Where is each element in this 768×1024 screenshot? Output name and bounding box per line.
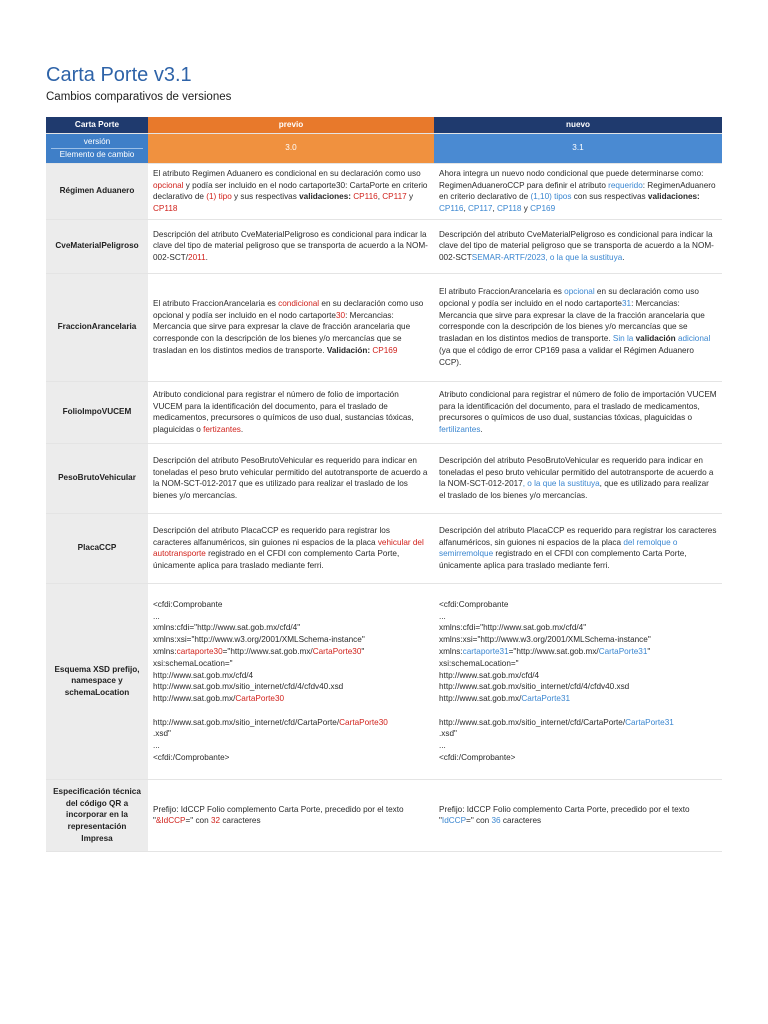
text-segment: , <box>492 204 497 214</box>
text-segment: caracteres <box>220 816 261 826</box>
cell-previo <box>148 513 434 583</box>
text-segment: CartaPorte31 <box>598 646 648 656</box>
code-line <box>153 658 429 670</box>
header-nuevo: nuevo <box>434 117 722 133</box>
cell-previo <box>148 273 434 381</box>
text-segment: =" con <box>466 816 492 826</box>
comparison-table <box>46 117 722 852</box>
text-segment: adicional <box>677 334 711 344</box>
text-segment: fertilizantes <box>439 425 481 435</box>
text-segment: CartaPorte30 <box>235 694 285 704</box>
text-segment: ="http://www.sat.gob.mx/ <box>222 646 313 656</box>
text-segment: =" con <box>185 816 211 826</box>
cell-nuevo <box>434 219 722 273</box>
text-segment: , o la que la sustituya <box>522 479 600 489</box>
row-label: CveMaterialPeligroso <box>46 219 148 273</box>
text-segment: (ya que el código de error CP169 pasa a validar el Régimen Aduanero CCP). <box>439 345 694 367</box>
cell-previo <box>148 443 434 513</box>
text-segment: opcional <box>564 287 595 296</box>
text-segment: y podía ser incluido en el nodo cartaporte30: CartaPorte en criterio declarativo de <box>153 180 428 202</box>
table-row <box>46 381 722 443</box>
text-segment: y sus respectivas <box>231 192 300 202</box>
text-segment: ... <box>439 741 446 751</box>
code-line <box>153 717 429 729</box>
text-segment: Atributo condicional para registrar el número de folio de importación VUCEM para la identificación del documento, para el traslado de medicamentos, precursores o químicos de uso dual, sustancias tóxicas, plaguicidas o <box>153 389 414 435</box>
header-previo: previo <box>148 117 434 133</box>
text-segment: xmlns:cfdi="http://www.sat.gob.mx/cfd/4" <box>439 623 587 633</box>
text-segment: y <box>521 204 531 214</box>
header-carta-porte: Carta Porte <box>46 117 148 133</box>
table-row <box>46 219 722 273</box>
text-segment: ... <box>439 611 446 621</box>
xsd-previo <box>148 583 434 779</box>
text-segment: 36 <box>491 816 501 826</box>
qr-row <box>46 779 722 851</box>
text-segment: Descripción del atributo CveMaterialPeligroso es condicional para indicar la clave del tipo de material peligroso que se transporta de acuerdo a la NOM-002-SCT <box>439 229 714 263</box>
row-label: PesoBrutoVehicular <box>46 443 148 513</box>
text-segment: en su declaración como uso opcional y podía ser incluido en el nodo cartaporte <box>153 298 424 320</box>
text-segment: http://www.sat.gob.mx/sitio_internet/cfd/4/cfdv40.xsd <box>439 682 630 692</box>
text-segment: CP116 <box>353 192 378 202</box>
text-segment: cartaporte30 <box>176 646 223 656</box>
code-line <box>439 752 717 764</box>
qr-previo <box>148 779 434 851</box>
text-segment: . <box>240 425 244 435</box>
text-segment: fertizantes <box>203 425 241 435</box>
text-segment: CP117 <box>468 204 493 214</box>
cell-previo <box>148 381 434 443</box>
code-line <box>439 705 717 717</box>
code-line <box>153 634 429 646</box>
text-segment: , <box>463 204 468 214</box>
page-title: Carta Porte v3.1 <box>46 64 192 86</box>
text-segment: Prefijo: IdCCP Folio complemento Carta Porte, precedido por el texto " <box>153 804 404 826</box>
text-segment: del remolque o semirremolque <box>439 537 678 559</box>
code-line <box>153 622 429 634</box>
code-line <box>439 646 717 658</box>
text-segment: Descripción del atributo PesoBrutoVehicular es requerido para indicar en toneladas el peso bruto vehicular permitido del autotransporte de acuerdo a la NOM-SCT-012-2017 <box>439 455 714 489</box>
text-segment: con sus respectivas <box>571 192 648 202</box>
code-line <box>153 693 429 705</box>
text-segment: vehicular del autotransporte <box>153 537 424 559</box>
text-segment: : RegimenAduanero en criterio declarativo de <box>439 180 716 202</box>
code-line <box>153 728 429 740</box>
row-label: PlacaCCP <box>46 513 148 583</box>
cell-nuevo <box>434 513 722 583</box>
text-segment: CP169 <box>372 345 398 355</box>
text-segment: validaciones: <box>299 192 351 202</box>
text-segment: Descripción del atributo PlacaCCP es requerido para registrar los caracteres alfanuméricos, sin guiones ni espacios de la placa <box>439 525 717 547</box>
text-segment: http://www.sat.gob.mx/cfd/4 <box>153 670 254 680</box>
text-segment: Ahora integra un nuevo nodo condicional que puede determinarse como: RegimenAduaneroCCP para definir el atributo <box>439 168 704 190</box>
page-subtitle: Cambios comparativos de versiones <box>46 91 232 103</box>
version-new: 3.1 <box>434 133 722 163</box>
text-segment: " <box>647 646 651 656</box>
text-segment: xmlns: <box>439 646 463 656</box>
text-segment: IdCCP <box>441 816 467 826</box>
code-line <box>153 740 429 752</box>
text-segment: cartaporte31 <box>462 646 509 656</box>
cell-previo <box>148 163 434 219</box>
code-line <box>439 728 717 740</box>
text-segment: . <box>480 425 483 435</box>
cell-previo <box>148 219 434 273</box>
text-segment: El atributo FraccionArancelaria es <box>153 298 279 308</box>
text-segment: .xsd" <box>153 729 171 739</box>
text-segment: xmlns:xsi="http://www.w3.org/2001/XMLSchema-instance" <box>153 635 365 645</box>
text-segment: ="http://www.sat.gob.mx/ <box>508 646 599 656</box>
text-segment: http://www.sat.gob.mx/sitio_internet/cfd/CartaPorte/ <box>439 717 626 727</box>
table-row <box>46 443 722 513</box>
text-segment: Descripción del atributo CveMaterialPeligroso es condicional para indicar la clave del tipo de material peligroso que se transporta de acuerdo a la NOM-002-SCT/ <box>153 229 428 263</box>
text-segment: CP116 <box>439 204 464 214</box>
text-segment: CartaPorte31 <box>521 694 571 704</box>
text-segment: caracteres <box>500 816 542 826</box>
text-segment: 31 <box>621 298 632 308</box>
text-segment: CP118 <box>153 204 178 214</box>
text-segment: , <box>377 192 383 202</box>
version-label: versión <box>83 136 111 146</box>
text-segment: requerido <box>608 180 643 190</box>
text-segment: (1) tipo <box>206 192 232 202</box>
text-segment: (1,10) tipos <box>530 192 572 202</box>
text-segment: CartaPorte30 <box>339 717 388 727</box>
text-segment: SEMAR-ARTF/2023, o la que la sustituya <box>471 253 623 263</box>
text-segment: y <box>406 192 414 202</box>
text-segment: Descripción del atributo PlacaCCP es requerido para registrar los caracteres alfanuméricos, sin guiones ni espacios de la placa <box>153 525 390 547</box>
text-segment: CP169 <box>530 204 556 214</box>
version-row <box>46 133 722 163</box>
text-segment: http://www.sat.gob.mx/sitio_internet/cfd/CartaPorte/ <box>153 717 340 727</box>
text-segment: http://www.sat.gob.mx/cfd/4 <box>439 670 540 680</box>
text-segment: xmlns: <box>153 646 177 656</box>
qr-nuevo <box>434 779 722 851</box>
row-label: Esquema XSD prefijo, namespace y schemaLocation <box>46 583 148 779</box>
code-line <box>439 670 717 682</box>
table-row <box>46 273 722 381</box>
text-segment: opcional <box>153 180 184 190</box>
code-line <box>153 705 429 717</box>
text-segment: 30 <box>335 310 346 320</box>
code-line <box>439 693 717 705</box>
code-line <box>153 599 429 611</box>
code-line <box>439 622 717 634</box>
code-line <box>439 717 717 729</box>
row-label: Régimen Aduanero <box>46 163 148 219</box>
text-segment: CartaPorte30 <box>312 646 362 656</box>
text-segment: xsi:schemaLocation=" <box>439 658 519 668</box>
text-segment: : Mercancias: Mercancia que sirve para expresar la clave de fracción arancelaria que corresponde con la descripción de los bienes y/o mercancías que se trasladan en los distintos medios de transporte. <box>153 310 411 355</box>
header-row <box>46 117 722 133</box>
text-segment: xmlns:cfdi="http://www.sat.gob.mx/cfd/4" <box>153 623 301 633</box>
text-segment: . <box>205 253 208 263</box>
text-segment: en su declaración como uso opcional y podía ser incluido en el nodo cartaporte <box>439 287 699 308</box>
cell-nuevo <box>434 273 722 381</box>
text-segment: CP118 <box>497 204 522 214</box>
text-segment: 32 <box>210 816 221 826</box>
text-segment: &IdCCP <box>155 816 186 826</box>
text-segment: , que es utilizado para realizar el traslado de los bienes y/o mercancías. <box>439 479 709 501</box>
text-segment: CartaPorte31 <box>625 717 674 727</box>
version-prev: 3.0 <box>148 133 434 163</box>
text-segment: http://www.sat.gob.mx/ <box>439 694 522 704</box>
text-segment: validaciones: <box>647 192 700 202</box>
table-row <box>46 513 722 583</box>
code-line <box>439 599 717 611</box>
text-segment: xmlns:xsi="http://www.w3.org/2001/XMLSchema-instance" <box>439 635 651 645</box>
row-label: FraccionArancelaria <box>46 273 148 381</box>
text-segment: Validación: <box>326 345 371 355</box>
change-label: Elemento de cambio <box>51 148 143 161</box>
text-segment: <cfdi:Comprobante <box>153 599 223 609</box>
text-segment: El atributo Regimen Aduanero es condicional en su declaración como uso <box>153 168 421 178</box>
text-segment: Prefijo: IdCCP Folio complemento Carta Porte, precedido por el texto " <box>439 804 690 826</box>
row-label: FolioImpoVUCEM <box>46 381 148 443</box>
code-line <box>439 740 717 752</box>
code-line <box>439 658 717 670</box>
text-segment: <cfdi:/Comprobante> <box>153 753 230 763</box>
xsd-row <box>46 583 722 779</box>
table-row <box>46 163 722 219</box>
code-line <box>439 611 717 623</box>
text-segment: registrado en el CFDI con complemento Carta Porte, únicamente aplica para traslado mediante ferri. <box>439 549 687 571</box>
text-segment: : Mercancias: Mercancia que sirve para expresar la clave de la fracción arancelaria que corresponde con la descripción de los bienes y/o mercancías que se trasladan en los distintos medios de transporte. <box>439 298 705 344</box>
cell-nuevo <box>434 163 722 219</box>
code-line <box>153 752 429 764</box>
cell-nuevo <box>434 443 722 513</box>
text-segment: Atributo condicional para registrar el número de folio de importación VUCEM para la identificación del documento, para el traslado de medicamentos, precursores o químicos de uso dual, sustancias tóxicas, plaguicidas o <box>439 389 717 423</box>
text-segment: ... <box>153 611 160 621</box>
text-segment: xsi:schemaLocation=" <box>153 658 233 668</box>
row-label: Especificación técnica del código QR a incorporar en la representación Impresa <box>46 779 148 851</box>
version-label-cell <box>46 133 148 163</box>
code-line <box>153 611 429 623</box>
text-segment: validación <box>635 334 676 344</box>
text-segment: ... <box>153 741 160 751</box>
text-segment: Sin la <box>612 334 634 344</box>
text-segment: .xsd" <box>439 729 457 739</box>
cell-nuevo <box>434 381 722 443</box>
text-segment: " <box>361 646 365 656</box>
text-segment: El atributo FraccionArancelaria es <box>439 287 565 296</box>
text-segment: . <box>622 253 625 263</box>
text-segment: 2011 <box>188 253 206 263</box>
text-segment: CP117 <box>382 192 407 202</box>
code-line <box>153 646 429 658</box>
text-segment: registrado en el CFDI con complemento Carta Porte, únicamente aplica para traslado mediante ferri. <box>153 549 400 571</box>
text-segment: <cfdi:/Comprobante> <box>439 753 516 763</box>
code-line <box>439 634 717 646</box>
text-segment: http://www.sat.gob.mx/ <box>153 694 236 704</box>
code-line <box>153 681 429 693</box>
text-segment: Descripción del atributo PesoBrutoVehicular es requerido para indicar en toneladas el peso bruto vehicular permitido del autotransporte de acuerdo a la NOM-SCT-012-2017 que es utilizado para realizar el traslado de los bienes y/o mercancías. <box>153 455 428 501</box>
xsd-nuevo <box>434 583 722 779</box>
text-segment: condicional <box>278 298 320 308</box>
text-segment: http://www.sat.gob.mx/sitio_internet/cfd/4/cfdv40.xsd <box>153 682 344 692</box>
code-line <box>153 670 429 682</box>
code-line <box>439 681 717 693</box>
text-segment: <cfdi:Comprobante <box>439 599 509 609</box>
